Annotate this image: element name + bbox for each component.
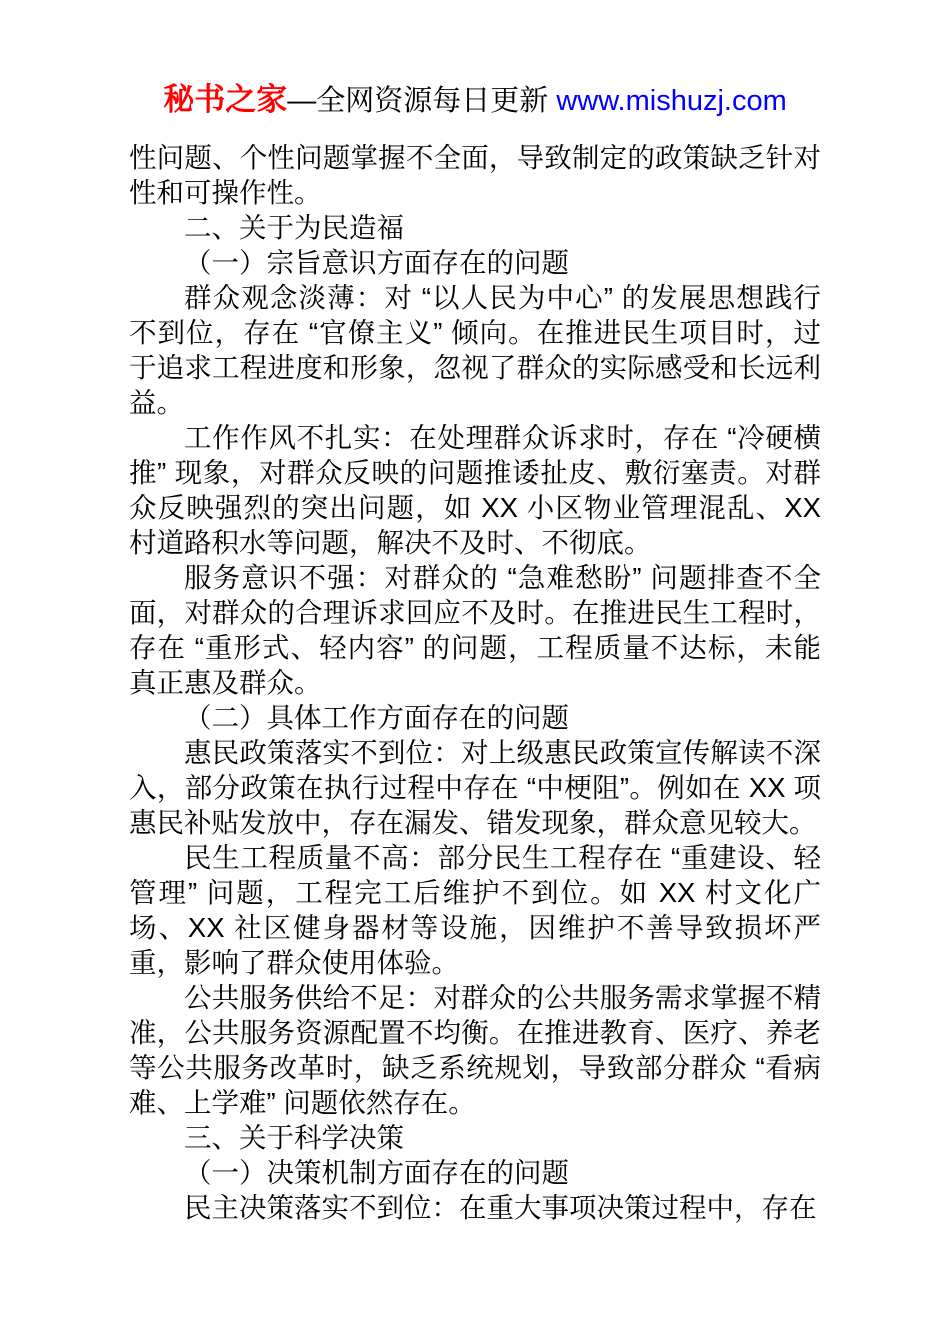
- document-body: [129, 140, 821, 1225]
- section-heading-2: 二、关于为民造福: [184, 212, 404, 243]
- paragraph-continuation: 性问题、个性问题掌握不全面，导致制定的政策缺乏针对性和可操作性。: [129, 142, 821, 208]
- subsection-heading-3-1: （一）决策机制方面存在的问题: [184, 1157, 569, 1188]
- body-paragraph: 民生工程质量不高：部分民生工程存在 “重建设、轻管理” 问题，工程完工后维护不到位。如 XX 村文化广场、XX 社区健身器材等设施，因维护不善导致损坏严重，影响了群众使用体验。: [129, 842, 821, 978]
- site-url-link[interactable]: www.mishuzj.com: [556, 85, 787, 117]
- site-name: 秘书之家: [163, 82, 288, 117]
- subsection-heading-2-1: （一）宗旨意识方面存在的问题: [184, 247, 569, 278]
- body-paragraph: 服务意识不强：对群众的 “急难愁盼” 问题排查不全面，对群众的合理诉求回应不及时。在推进民生工程时，存在 “重形式、轻内容” 的问题，工程质量不达标，未能真正惠及群众。: [129, 562, 821, 698]
- section-heading-3: 三、关于科学决策: [184, 1122, 404, 1153]
- body-paragraph: 惠民政策落实不到位：对上级惠民政策宣传解读不深入，部分政策在执行过程中存在 “中梗阻”。例如在 XX 项惠民补贴发放中，存在漏发、错发现象，群众意见较大。: [129, 737, 821, 838]
- subsection-heading-2-2: （二）具体工作方面存在的问题: [184, 702, 569, 733]
- site-header: [0, 0, 950, 119]
- site-tagline: —全网资源每日更新: [287, 85, 557, 117]
- body-paragraph: 民主决策落实不到位：在重大事项决策过程中，存在: [184, 1192, 817, 1223]
- body-paragraph: 群众观念淡薄：对 “以人民为中心” 的发展思想践行不到位，存在 “官僚主义” 倾向。在推进民生项目时，过于追求工程进度和形象，忽视了群众的实际感受和长远利益。: [129, 282, 821, 418]
- body-paragraph: 工作作风不扎实：在处理群众诉求时，存在 “冷硬横推” 现象，对群众反映的问题推诿扯皮、敷衍塞责。对群众反映强烈的突出问题，如 XX 小区物业管理混乱、XX 村道路积水等问题，解决不及时、不彻底。: [129, 422, 821, 558]
- body-paragraph: 公共服务供给不足：对群众的公共服务需求掌握不精准，公共服务资源配置不均衡。在推进教育、医疗、养老等公共服务改革时，缺乏系统规划，导致部分群众 “看病难、上学难” 问题依然存在。: [129, 982, 821, 1118]
